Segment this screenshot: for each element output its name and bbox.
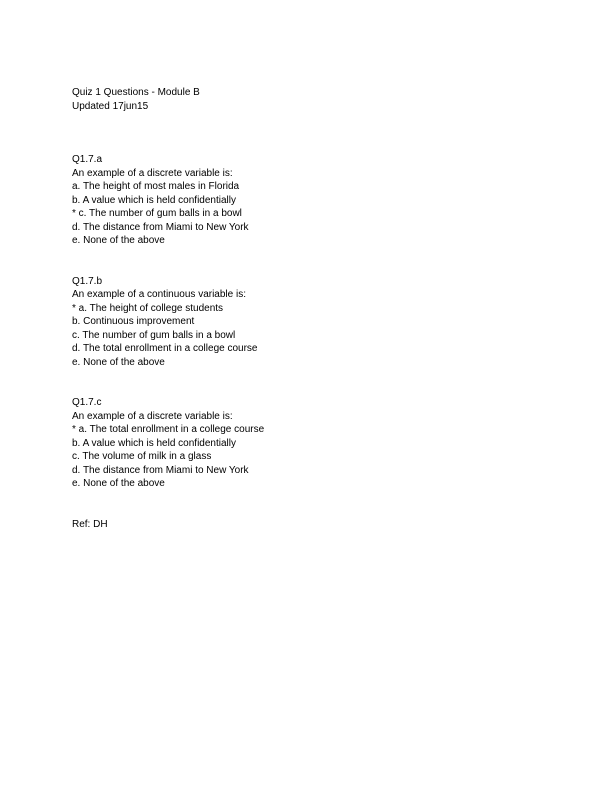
document-header — [72, 86, 532, 113]
question-id: Q1.7.c — [72, 397, 102, 408]
updated-date: Updated 17jun15 — [72, 100, 149, 112]
answer-option-d: d. The total enrollment in a college course — [72, 343, 258, 354]
question-block-q1-7-c — [72, 396, 532, 491]
answer-option-d: d. The distance from Miami to New York — [72, 221, 249, 233]
question-block-q1-7-b — [72, 275, 532, 370]
answer-option-e: e. None of the above — [72, 478, 165, 489]
answer-option-e: e. None of the above — [72, 235, 165, 246]
answer-option-a: a. The height of most males in Florida — [72, 181, 240, 192]
question-prompt: An example of a discrete variable is: — [72, 410, 233, 422]
answer-option-b: b. A value which is held confidentially — [72, 194, 236, 206]
document-footer — [72, 518, 532, 532]
document-page — [72, 86, 532, 531]
answer-option-c: c. The number of gum balls in a bowl — [72, 329, 236, 341]
answer-option-a: * a. The height of college students — [72, 302, 224, 314]
question-prompt: An example of a continuous variable is: — [72, 289, 246, 300]
answer-option-b: b. Continuous improvement — [72, 316, 195, 327]
answer-option-a: * a. The total enrollment in a college course — [72, 424, 265, 435]
question-block-q1-7-a — [72, 153, 532, 248]
answer-option-c: c. The volume of milk in a glass — [72, 451, 212, 462]
answer-option-d: d. The distance from Miami to New York — [72, 464, 249, 476]
reference-note: Ref: DH — [72, 518, 108, 530]
document-title: Quiz 1 Questions - Module B — [72, 87, 200, 98]
question-prompt: An example of a discrete variable is: — [72, 167, 233, 179]
answer-option-b: b. A value which is held confidentially — [72, 437, 236, 449]
question-id: Q1.7.a — [72, 154, 103, 165]
question-id: Q1.7.b — [72, 275, 103, 287]
answer-option-c: * c. The number of gum balls in a bowl — [72, 208, 242, 219]
answer-option-e: e. None of the above — [72, 356, 165, 368]
